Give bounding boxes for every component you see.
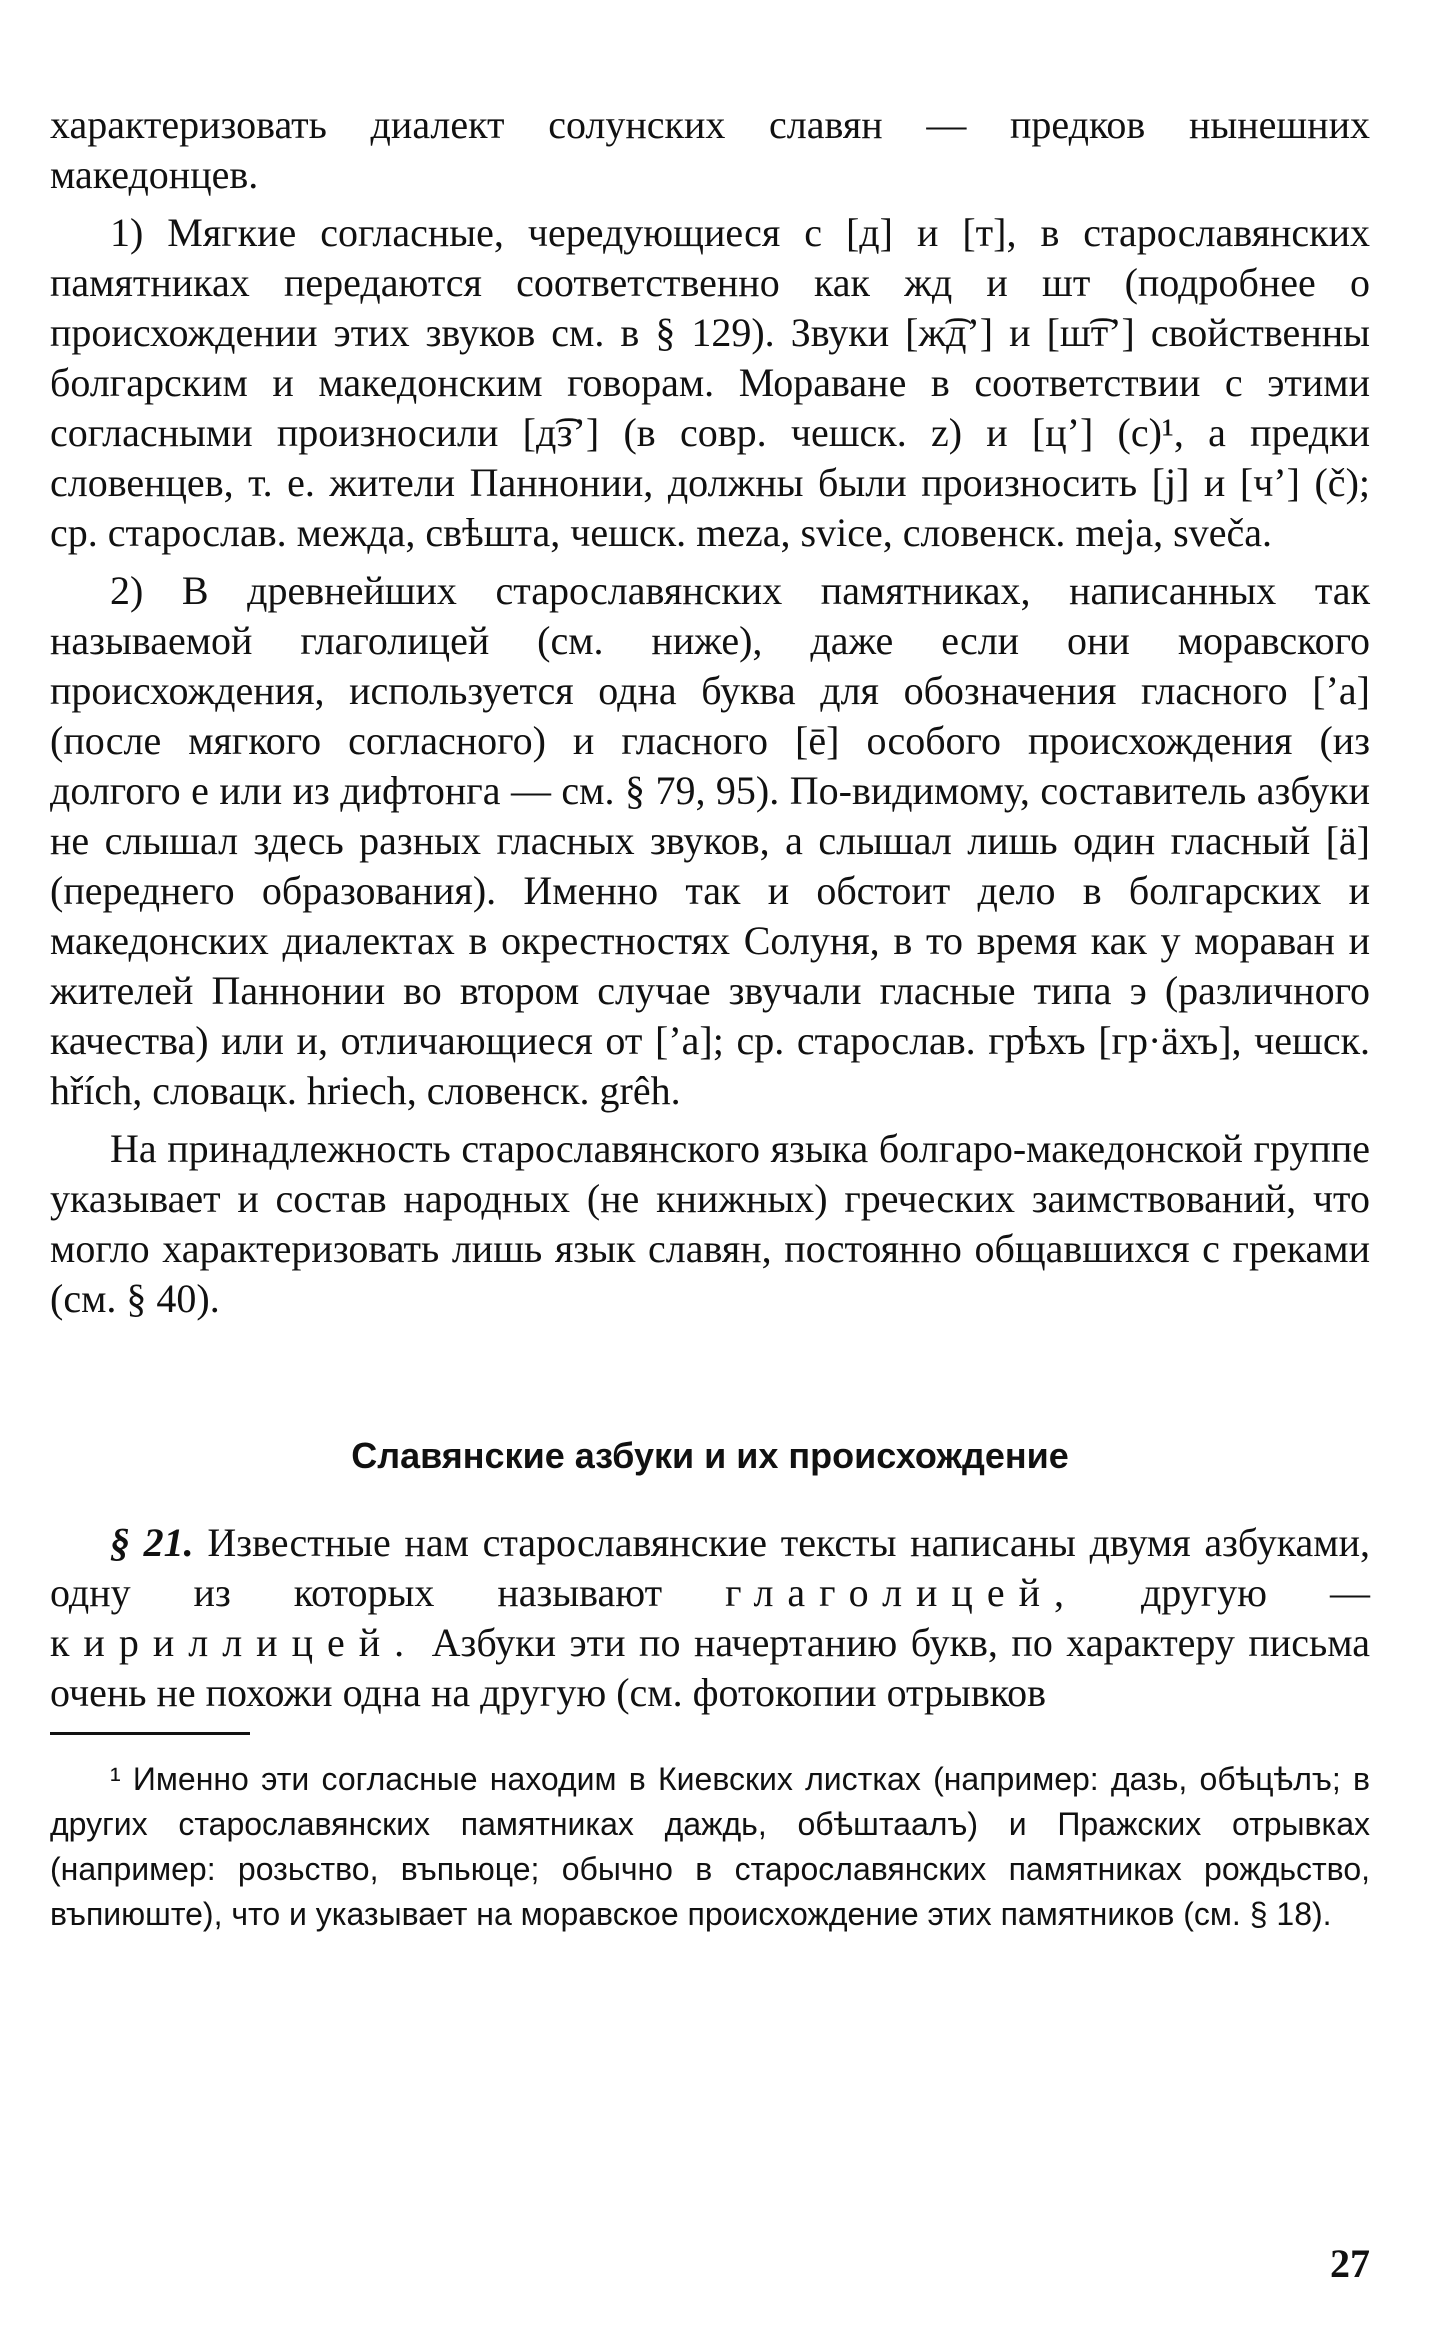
paragraph-4: На принадлежность старославянского языка болгаро-македонской группе указывает и состав народных (не книжных) греческих заимствований, что могло характеризовать лишь язык славян, постоянно общавшихся с греками (см. § 40). — [50, 1126, 1370, 1321]
section-text-b: другую — — [1140, 1570, 1371, 1615]
section-text-c: Азбуки эти по начертанию букв, по характеру письма очень не похожи одна на другую (см. фотокопии отрывков — [50, 1620, 1370, 1715]
page-number: 27 — [1330, 2241, 1370, 2286]
section-paragraph — [50, 1518, 1370, 1718]
section-text-a: Известные нам старославянские тексты написаны двумя азбуками, одну из которых называют — [50, 1520, 1371, 1615]
section-number: § 21. — [110, 1520, 194, 1565]
paragraph-1: характеризовать диалект солунских славян — предков нынешних македонцев. — [50, 102, 1370, 197]
term-cyrillic: кириллицей. — [50, 1620, 419, 1665]
page-body — [50, 100, 1370, 1937]
term-glagolitic: глаголицей, — [725, 1570, 1078, 1615]
footnote: ¹ Именно эти согласные находим в Киевских листках (например: дазь, обѣцѣлъ; в других старославянских памятниках даждь, обѣштаалъ) и Пражских отрывках (например: розьство, въпьюце; обычно в старославянских памятниках рождьство, въпиюште), что и указывает на моравское происхождение этих памятников (см. § 18). — [50, 1761, 1370, 1932]
section-heading: Славянские азбуки и их происхождение — [351, 1435, 1069, 1476]
paragraph-3: 2) В древнейших старославянских памятниках, написанных так называемой глаголицей (см. ниже), даже если они моравского происхождения, используется одна буква для обозначения гласного [’а] (после мягкого согласного) и гласного [ē] особого происхождения (из долгого е или из дифтонга — см. § 79, 95). По-видимому, составитель азбуки не слышал здесь разных гласных звуков, а слышал лишь один гласный [ä] (переднего образования). Именно так и обстоит дело в болгарских и македонских диалектах в окрестностях Солуня, в то время как у мораван и жителей Паннонии во втором случае звучали гласные типа э (различного качества) или и, отличающиеся от [’а]; ср. старослав. грѣхъ [гр·äхъ], чешск. hřích, словацк. hriech, словенск. grêh. — [50, 568, 1370, 1113]
paragraph-2: 1) Мягкие согласные, чередующиеся с [д] и [т], в старославянских памятниках передаются соответственно как жд и шт (подробнее о происхождении этих звуков см. в § 129). Звуки [ж͡д’] и [ш͡т’] свойственны болгарским и македонским говорам. Мораване в соответствии с этими согласными произносили [д͡з’] (в совр. чешск. z) и [ц’] (c)¹, а предки словенцев, т. е. жители Паннонии, должны были произносить [j] и [ч’] (č); ср. старослав. межда, свѣшта, чешск. meza, svice, словенск. meja, sveča. — [50, 210, 1370, 555]
footnote-rule — [50, 1732, 250, 1735]
